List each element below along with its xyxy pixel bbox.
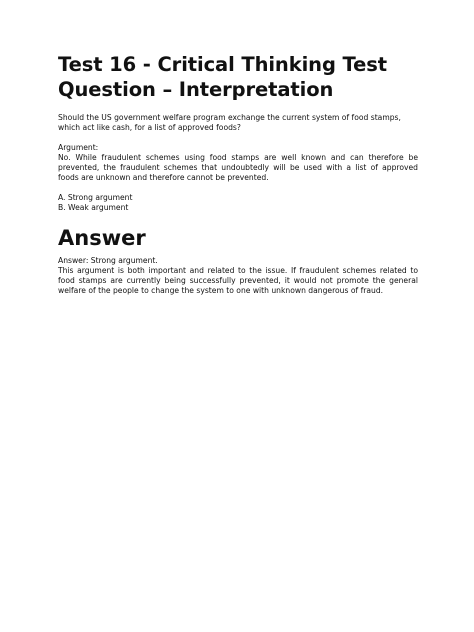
document-page [58,52,418,296]
document-title [58,52,418,102]
title-line-2: Question – Interpretation [58,78,334,101]
option-a: A. Strong argument [58,193,133,202]
argument-text: No. While fraudulent schemes using food stamps are well known and can therefore be prevented, the fraudulent schemes that undoubtedly will be used with a list of approved foods are unknown and therefore cannot be prevented. [58,153,418,182]
answer-explanation: This argument is both important and related to the issue. If fraudulent schemes related to food stamps are currently being successfully prevented, it would not promote the general welfare of the people to change the system to one with unknown dangerous of fraud. [58,266,418,295]
answer-line: Answer: Strong argument. [58,256,158,265]
option-b: B. Weak argument [58,203,129,212]
answer-heading: Answer [58,226,146,250]
argument-label: Argument: [58,143,99,152]
title-line-1: Test 16 - Critical Thinking Test [58,53,387,76]
answer-section [58,256,418,296]
question-section [58,113,418,213]
question-text: Should the US government welfare program exchange the current system of food stamps, which act like cash, for a list of approved foods? [58,113,401,132]
